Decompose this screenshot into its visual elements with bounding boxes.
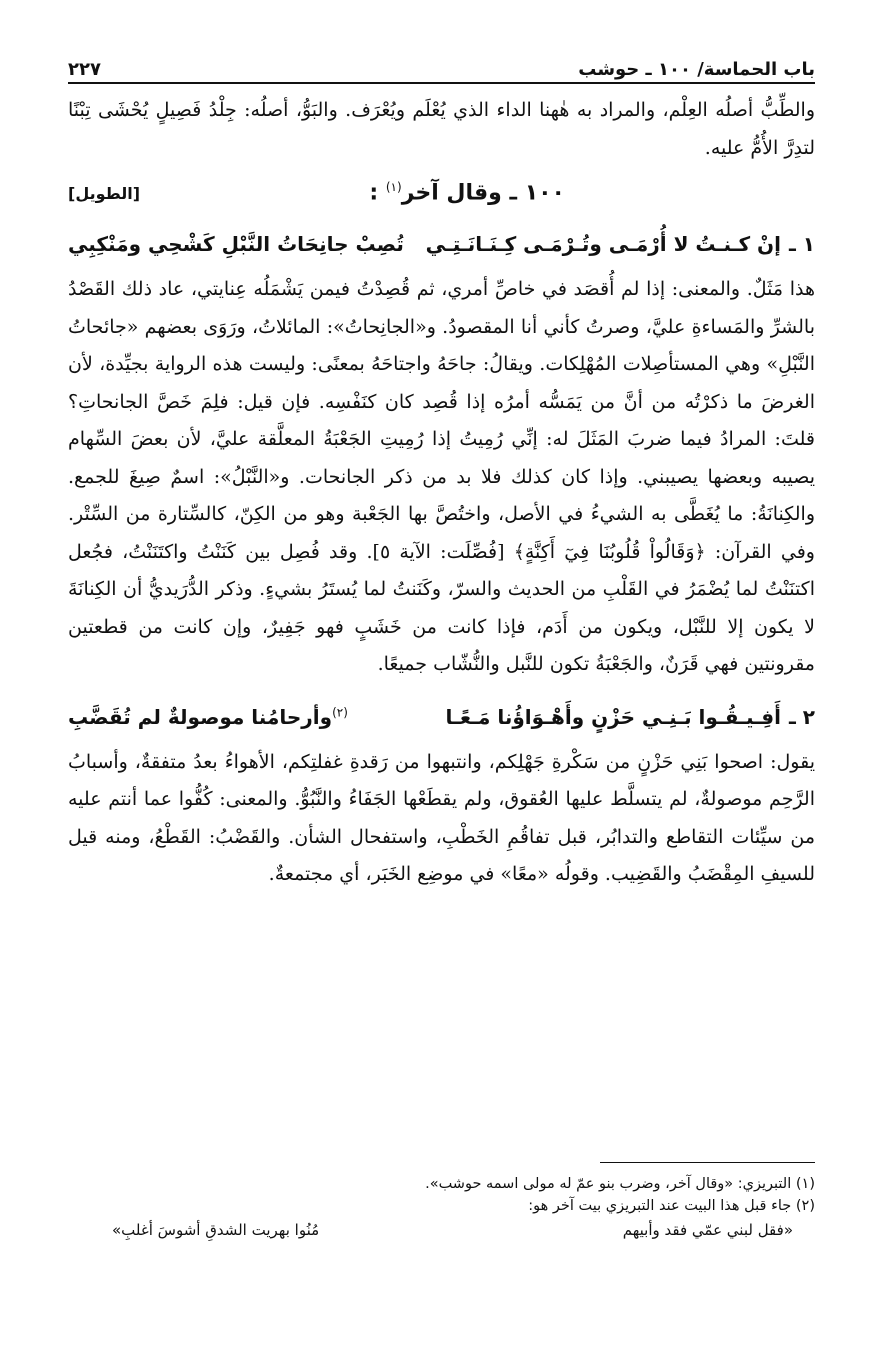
page-number: ٢٢٧ bbox=[68, 59, 101, 80]
poem-title-colon: : bbox=[369, 180, 379, 206]
intro-paragraph: والطِّبُّ أصلُه العِلْم، والمراد به هٰهنا الداء الذي يُعْلَم ويُعْرَف. والبَوُّ، أصلُه: جِلْدُ فَصِيلٍ يُحْشَى تِبْنًا لتدِرَّ الأُمُّ عليه. bbox=[68, 99, 815, 159]
hemistich-second-text: وأرحامُنا موصولةٌ لم تُقَضَّبِ bbox=[68, 704, 333, 729]
hemistich-second bbox=[68, 705, 424, 729]
hemistich-second: تُصِبْ جانِحَاتُ النَّبْلِ كَشْحِي ومَنْكِبِي bbox=[68, 232, 404, 256]
footnote-verse-first: «فقل لبني عمّي فقد وأبيهم bbox=[622, 1221, 793, 1239]
verse-1 bbox=[68, 221, 815, 267]
poem-title-text: ١٠٠ ـ وقال آخر bbox=[401, 180, 565, 206]
running-title: باب الحماسة/ ١٠٠ ـ حوشب bbox=[578, 59, 815, 80]
commentary-verse-1: هذا مَثَلٌ. والمعنى: إذا لم أُقصَد في خاصِّ أمري، ثم قُصِدْتُ فيمن يَشْمَلُه عِنايتي، عاد ذلك القَصْدُ بالشرِّ والمَساءةِ عليَّ، وصرتُ كأني أنا المقصودُ. و«الجانِحاتُ»: المائلاتُ، ورَوَى بعضهم «جائحاتُ النَّبْلِ» وهي المستأصِلات المُهْلِكات. ويقالُ: جاحَهُ واجتاحَهُ بمعنًى: وليست هذه الرواية بجيِّدة، لأن الغرضَ ما ذكرْتُه من أنَّ من يَمَسُّه أمرُه إذا قُصِد كان كنَفْسِه. فإن قيل: فلِمَ خَصَّ الجانحاتِ؟ قلتَ: المرادُ فيما ضربَ المَثَلَ له: إنِّي رُمِيتُ إذا رُمِيتِ الجَعْبَةُ المعلَّقة عليَّ، لأن بعضَ السِّهام يصيبه وبعضها يصيبني. وإذا كان كذلك فلا بد من ذكر الجانحات. و«النَّبْلُ»: اسمٌ صِيغَ للجمع. والكِنانَةُ: ما يُغَطَّى به الشيءُ في الأصل، واختُصَّ بها الجَعْبة وهو من الكِنّ، كالسِّتارة من السِّتْر. وفي القرآن: ﴿وَقَالُواْ قُلُوبُنَا فِيٓ أَكِنَّةٍ﴾ [فُصِّلَت: الآية ٥]. وقد فُصِل بين كَنَنْتُ واكتَنَنْتُ، فجُعل اكتنَنْتُ لما يُضْمَرُ في القَلْبِ من الحديث والسرّ، وكَنَنتُ لما يُستَرُ بشيءٍ. وذكر الدُّرَيديُّ أن الكِنانَةَ لا يكون إلا للنَّبْل، ويكون من أَدَم، فإذا كانت من خَشَبٍ فهو جَفِيرٌ، وإن كانت من قطعتين مقرونتين فهي قَرَنٌ، والجَعْبَةُ تكون للنَّبل والنُّشّاب جميعًا. bbox=[68, 278, 815, 675]
footnote-verse-second: مُنُوا بهريت الشدقِ أشوسَ أغلبِ» bbox=[112, 1221, 320, 1239]
footnote-ref-1: (١) bbox=[385, 180, 402, 195]
hemistich-first: أَفِـيـقُـوا بَـنِـي حَزْنٍ وأَهْـوَاؤُنا مَـعًـا bbox=[445, 704, 781, 729]
footnote-2-verse bbox=[68, 1217, 815, 1243]
commentary-verse-2: يقول: اصحوا بَنِي حَزْنٍ من سَكْرةِ جَهْلِكم، وانتبهوا من رَقدةِ غفلتِكم، الأهواءُ بعدُ متفقةٌ، وأسبابُ الرَّحِم موصولةٌ، لم يتسلَّط عليها العُقوق، ولم يقطَعْها الجَفَاءُ والنَّبُوُّ. والمعنى: كُفُّوا عما أنتم عليه من سيِّئات التقاطع والتدابُر، قبل تفاقُمِ الخَطْبِ، واستفحال الشأن. والقَضْبُ: القَطْعُ، ومنه قيل للسيفِ المِقْضَبُ والقَضِيب. وقولُه «معًا» في موضِع الخَبَر، أي مجتمعةٌ. bbox=[68, 750, 815, 885]
poem-heading bbox=[68, 175, 815, 211]
poem-title bbox=[369, 180, 565, 205]
footnote-ref-2: (٢) bbox=[332, 704, 348, 719]
footnote-1: (١) التبريزي: «وقال آخر، وضرب بنو عمّ له مولى اسمه حوشب». bbox=[425, 1176, 815, 1192]
verse-number: ١ ـ bbox=[788, 232, 815, 256]
verse-number: ٢ ـ bbox=[788, 704, 815, 729]
footnote-2: (٢) جاء قبل هذا البيت عند التبريزي بيت آخر هو: bbox=[528, 1198, 815, 1214]
footnotes bbox=[68, 1162, 815, 1243]
hemistich-first: إنْ كـنـتُ لا أُرْمَـى وتُـرْمَـى كِـنَـانَـتِـي bbox=[425, 232, 781, 256]
footnote-rule bbox=[600, 1162, 815, 1163]
poem-meter: [الطويل] bbox=[68, 183, 141, 203]
running-header bbox=[68, 40, 815, 84]
verse-2 bbox=[68, 694, 815, 740]
